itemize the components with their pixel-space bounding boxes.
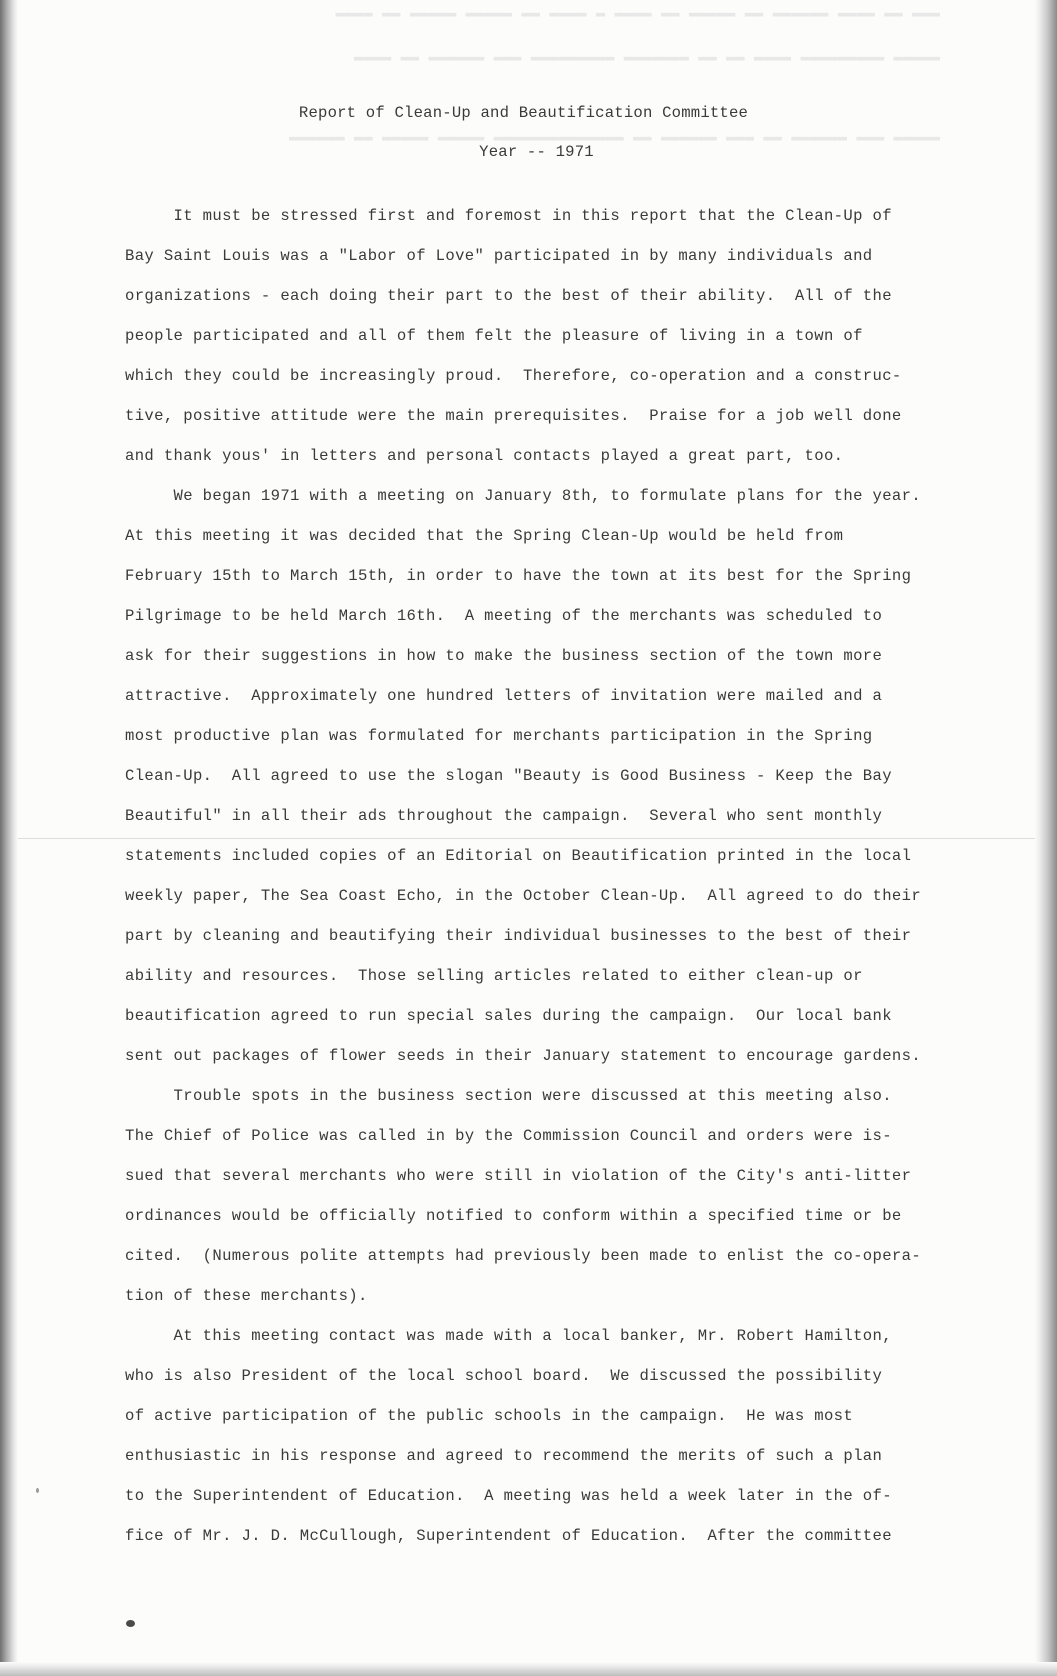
text-line: ordinances would be officially notified to conform within a specified time or be	[125, 1207, 902, 1225]
reverse-side-bleed-through: ▬▬▬▬▬ ▬▬▬▬▬▬▬▬▬ ▬▬▬▬ ▬▬ ▬▬ ▬▬▬▬▬▬▬ ▬▬▬▬▬▬▬▬▬ ▬▬▬ ▬▬▬▬▬▬ ▬▬ ▬▬▬▬	[354, 48, 940, 66]
text-line: and thank yous' in letters and personal contacts played a great part, too.	[125, 447, 844, 465]
text-line: people participated and all of them felt the pleasure of living in a town of	[125, 327, 863, 345]
text-line: At this meeting contact was made with a local banker, Mr. Robert Hamilton,	[125, 1327, 892, 1345]
text-line: sent out packages of flower seeds in their January statement to encourage gardens.	[125, 1047, 922, 1065]
text-line: who is also President of the local school board. We discussed the possibility	[125, 1367, 883, 1385]
text-line: February 15th to March 15th, in order to have the town at its best for the Spring	[125, 567, 912, 585]
text-line: tion of these merchants).	[125, 1287, 368, 1305]
text-line: tive, positive attitude were the main prerequisites. Praise for a job well done	[125, 407, 902, 425]
document-year: Year -- 1971	[479, 143, 594, 161]
document-title: Report of Clean-Up and Beautification Committee	[298, 104, 749, 122]
text-line: sued that several merchants who were still in violation of the City's anti-litter	[125, 1167, 912, 1185]
text-line: At this meeting it was decided that the Spring Clean-Up would be held from	[125, 527, 844, 545]
text-line: We began 1971 with a meeting on January 8th, to formulate plans for the year.	[125, 487, 922, 505]
scan-edge-right	[1035, 0, 1057, 1676]
text-line: Trouble spots in the business section were discussed at this meeting also.	[125, 1087, 892, 1105]
text-line: most productive plan was formulated for merchants participation in the Spring	[125, 727, 873, 745]
text-line: of active participation of the public schools in the campaign. He was most	[125, 1407, 854, 1425]
text-line: enthusiastic in his response and agreed to recommend the merits of such a plan	[125, 1447, 883, 1465]
paper-fold-line	[18, 838, 1035, 839]
reverse-side-bleed-through: ▬▬▬▬▬ ▬▬▬ ▬▬▬▬▬▬ ▬▬ ▬▬▬ ▬▬▬▬▬▬ ▬▬ ▬▬▬▬▬▬▬▬▬▬▬▬▬▬ ▬▬▬▬▬ ▬▬▬▬▬ ▬▬ ▬▬▬▬▬▬	[288, 128, 940, 146]
text-line: Pilgrimage to be held March 16th. A meeting of the merchants was scheduled to	[125, 607, 883, 625]
text-line: part by cleaning and beautifying their individual businesses to the best of their	[125, 927, 912, 945]
text-line: attractive. Approximately one hundred letters of invitation were mailed and a	[125, 687, 883, 705]
text-line: beautification agreed to run special sales during the campaign. Our local bank	[125, 1007, 892, 1025]
text-line: organizations - each doing their part to the best of their ability. All of the	[125, 287, 892, 305]
scan-speck	[36, 1488, 39, 1493]
text-line: fice of Mr. J. D. McCullough, Superintendent of Education. After the committee	[125, 1527, 892, 1545]
text-line: Beautiful" in all their ads throughout the campaign. Several who sent monthly	[125, 807, 883, 825]
text-line: to the Superintendent of Education. A meeting was held a week later in the of-	[125, 1487, 892, 1505]
text-line: statements included copies of an Editorial on Beautification printed in the local	[125, 847, 912, 865]
text-line: Clean-Up. All agreed to use the slogan "Beauty is Good Business - Keep the Bay	[125, 767, 892, 785]
text-line: ask for their suggestions in how to make the business section of the town more	[125, 647, 883, 665]
text-line: which they could be increasingly proud. Therefore, co-operation and a construc-	[125, 367, 902, 385]
scan-edge-left	[0, 0, 18, 1676]
reverse-side-bleed-through: ▬▬▬ ▬▬ ▬▬▬▬ ▬▬▬▬▬▬ ▬▬ ▬▬▬▬▬ ▬▬ ▬▬▬▬ ▬ ▬▬▬▬ ▬▬ ▬▬▬▬▬ ▬▬▬▬▬ ▬▬ ▬▬▬▬	[335, 4, 940, 22]
text-line: ability and resources. Those selling articles related to either clean-up or	[125, 967, 863, 985]
text-line: weekly paper, The Sea Coast Echo, in the October Clean-Up. All agreed to do their	[125, 887, 922, 905]
text-line: It must be stressed first and foremost in this report that the Clean-Up of	[125, 207, 892, 225]
text-line: cited. (Numerous polite attempts had previously been made to enlist the co-opera-	[125, 1247, 922, 1265]
text-line: Bay Saint Louis was a "Labor of Love" participated in by many individuals and	[125, 247, 873, 265]
scan-speck	[126, 1620, 135, 1627]
text-line: The Chief of Police was called in by the Commission Council and orders were is-	[125, 1127, 892, 1145]
scan-edge-bottom	[0, 1662, 1057, 1676]
